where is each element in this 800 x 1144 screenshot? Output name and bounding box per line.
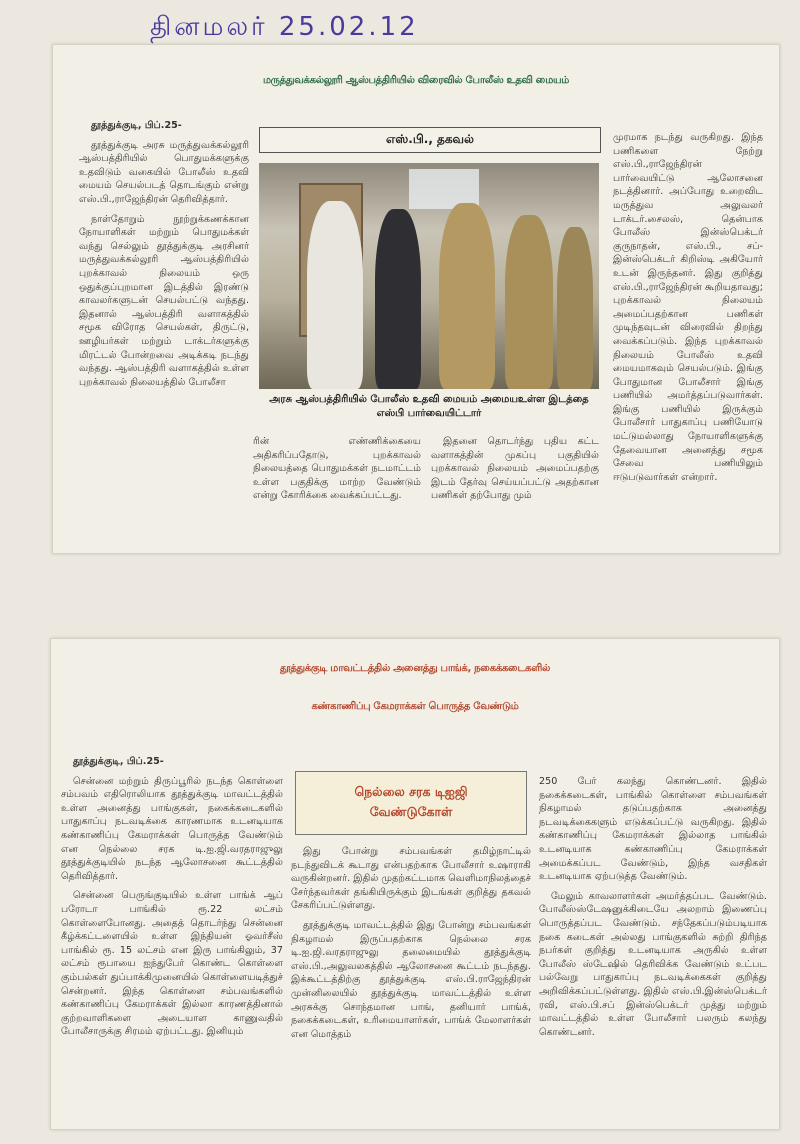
article-2-clipping: [50, 638, 780, 1130]
article-1-column-2: [253, 435, 421, 545]
article-1-paragraph: ரின் எண்ணிக்கையை அதிகரிப்பதோடு, புறக்காவல் நிலையத்தை பொதுமக்கள் நடமாட்டம் உள்ள பகுதிக்கு மாற்ற வேண்டும் என்று கோரிக்கை வைக்கப்பட்டது.: [253, 436, 421, 502]
article-1-paragraph: முரமாக நடந்து வருகிறது. இந்த பணிகளை நேற்று எஸ்.பி.,ராஜேந்திரன் பார்வையிட்டு ஆலோசனை நடத்தினார். அப்போது உறைவிட மருத்துவ அலுவலர் டாக்டர்.சைலஸ், தென்பாக போலீஸ் இன்ஸ்பெக்டர் குருநாதன், எஸ்.பி., சப்-இன்ஸ்பெக்டர் கிறிஸ்டி அகியோர் உடன் இருந்தனர். இது குறித்து எஸ்.பி.,ராஜேந்திரன் கூறியதாவது; புறக்காவல் நிலையம் அமைப்பதற்கான பணிகள் முடிந்தவுடன் விரைவில் திறந்து வைக்கப்படும். இந்த புறக்காவல் நிலையம் போலீஸ் உதவி மையமாகவும் செயல்படும். இங்கு போதுமான போலீசார் இங்கு பணியில் அமர்த்தப்படுவார்கள். இங்கு பணியில் இருக்கும் போலீசார் பாதுகாப்பு பணியோடு மட்டுமல்லாது நோயாளிகளுக்கு தேவையான அனைத்து சமூக சேவை பணியிலும் ஈடுபடுவார்கள் என்றார்.: [613, 132, 763, 483]
article-1-column-3: [431, 435, 599, 545]
article-2-paragraph: 250 பேர் கலந்து கொண்டனர். இதில் நகைக்கடைகள், பாங்கில் கொள்ளை சம்பவங்கள் நிகழாமல் தடுப்பதற்காக அனைத்து நடவடிக்கைகளும் எடுக்கப்பட்டு வருகிறது. இதில் கண்காணிப்பு கேமராக்கள் இல்லாத பாங்கில் உடனடியாக கண்காணிப்பு கேமராக்கள் அமைக்கப்பட வேண்டும், இந்த வசதிகள் உடனடியாக ஏற்படுத்த வேண்டும்.: [539, 776, 767, 883]
article-2-column-2: [291, 845, 531, 1125]
article-2-column-1: [61, 755, 283, 1123]
article-2-subhead-line-2: வேண்டுகோள்: [369, 804, 453, 819]
article-1-column-1: [79, 119, 249, 539]
article-2-paragraph: தூத்துக்குடி மாவட்டத்தில் இது போன்று சம்பவங்கள் நிகழாமல் இருப்பதற்காக நெல்லை சரக டி.ஐ.ஜி.வரதராஜுலு தலைமையில் தூத்துக்குடி எஸ்.பி.,அலுவலகத்தில் ஆலோசனை கூட்டம் நடந்தது. இக்கூட்டத்திற்கு தூத்துக்குடி எஸ்.பி.ராஜேந்திரன் முன்னிலையில் தூத்துக்குடி மாவட்டத்தில் உள்ள அரசுக்கு சொந்தமான பாங், தனியார் பாங்க், நகைக்கடைகள், உரிமையாளர்கள், பாங்க் மேலாளர்கள் என மொத்தம்: [291, 919, 531, 1040]
article-2-headline-line-2: கண்காணிப்பு கேமராக்கள் பொருத்த வேண்டும்: [311, 701, 519, 712]
article-2-dateline: தூத்துக்குடி, பிப்.25-: [73, 756, 164, 767]
article-2-subhead-box: [295, 771, 527, 835]
article-1-paragraph: நாள்தோறும் நூற்றுக்கணக்கான நோயாளிகள் மற்றும் பொதுமக்கள் வந்து செல்லும் தூத்துக்குடி அரசினர் மருத்துவக்கல்லூரி ஆஸ்பத்திரியில் புறக்காவல் நிலையம் ஒரு ஒதுக்குப்புறமான இடத்தில் இரண்டு காவலர்களுடன் செயல்பட்டு வந்தது. இதனால் ஆஸ்பத்திரி வளாகத்தில் சமூக விரோத செயல்கள், திருட்டு, ஊழியர்கள் மற்றும் டாக்டர்களுக்கு மிரட்டல் போன்றவை அடிக்கடி நடந்து வந்தது. ஆஸ்பத்திரி வளாகத்தில் உள்ள புறக்காவல் நிலையத்தில் போலீசா: [79, 213, 249, 388]
article-1-dateline: தூத்துக்குடி, பிப்.25-: [91, 120, 182, 131]
article-2-paragraph: இது போன்று சம்பவங்கள் தமிழ்நாட்டில் நடந்துவிடக் கூடாது என்பதற்காக போலீசார் உஷாராகி வருகின்றனர். இதில் முதற்கட்டமாக வெளிமாநிலத்தைச் சேர்ந்தவர்கள் தங்கியிருக்கும் இடங்கள் குறித்து தகவல் சேகரிப்பட்டுள்ளது.: [291, 846, 531, 912]
article-2-headline-line-1: தூத்துக்குடி மாவட்டத்தில் அனைத்து பாங்க், நகைக்கடைகளில்: [279, 663, 551, 674]
article-1-clipping: [52, 44, 780, 554]
article-1-photo-caption: அரசு ஆஸ்பத்திரியில் போலீஸ் உதவி மையம் அமையஉள்ள இடத்தை எஸ்பி பார்வையிட்டார்: [269, 394, 589, 419]
article-2-paragraph: மேலும் காவலாளர்கள் அமர்த்தப்பட வேண்டும். போலீஸ்ஸ்டேஷனுக்கிடையே அலறாம் இணைப்பு பொருத்தப்பட வேண்டும். சந்தேகப்படும்படியாக நகை கடைகள் அல்லது பாங்குகளில் சுற்றி திரிந்த நபர்கள் குறித்து உடனடியாக அருகில் உள்ள போலீஸ் ஸ்டேஷில் தெரிவிக்க வேண்டும் உட்பட பல்வேறு பாதுகாப்பு நடவடிக்கைகள் குறித்து அறிவிக்கப்பட்டுள்ளது. இதில் எஸ்.பி.இன்ஸ்பெக்டர் ரவி, எஸ்.பி.சப் இன்ஸ்பெக்டர் முத்து மற்றும் மாவட்டத்தில் உள்ள போலீசார் பலரும் கலந்து கொண்டனர்.: [539, 890, 767, 1038]
article-1-headline: மருத்துவக்கல்லூரி ஆஸ்பத்திரியில் விரைவில் போலீஸ் உதவி மையம்: [262, 75, 570, 86]
article-1-column-4: [613, 131, 763, 541]
article-1-subhead: எஸ்.பி., தகவல்: [259, 127, 601, 153]
article-1-paragraph: தூத்துக்குடி அரசு மருத்துவக்கல்லூரி ஆஸ்பத்திரியில் பொதுமக்களுக்கு உதவிடும் வகையில் போலீஸ் உதவி மையம் செயல்படத் தொடங்கும் என்று எஸ்.பி.,ராஜேந்திரன் தெரிவித்தார்.: [79, 139, 249, 205]
article-1-photo: [259, 163, 599, 389]
handwritten-header: தினமலர் 25.02.12: [150, 12, 419, 42]
article-2-column-3: [539, 775, 767, 1125]
article-2-paragraph: சென்னை மற்றும் திருப்பூரில் நடந்த கொள்ளை சம்பவம் எதிரொலியாக தூத்துக்குடி மாவட்டத்தில் உள்ள அனைத்து பாங்குகள், நகைக்கடைகளில் பாதுகாப்பு நடவடிக்கை காரணமாக உடனடியாக கண்காணிப்பு கேமராக்கள் பொருத்த வேண்டும் என நெல்லை சரக டி.ஐ.ஜி.வரதராஜுலு தூத்துக்குடியில் நடந்த ஆலோசனை கூட்டத்தில் தெரிவித்தார்.: [61, 775, 283, 882]
article-2-subhead-line-1: நெல்லை சரக டிஐஜி: [354, 784, 468, 799]
article-2-paragraph: சென்னை பெருங்குடியில் உள்ள பாங்க் ஆப் பரோடா பாங்கில் ரூ.22 லட்சம் கொள்ளைபோனது. அதைத் தொடர்ந்து சென்னை கீழ்க்கட்டளையில் உள்ள இந்தியன் ஓவர்சீஸ் பாங்கில் ரூ. 15 லட்சம் என இரு பாங்கிலும், 37 லட்சம் ரூபாயை ஐந்துபேர் கொண்ட கொள்ளை கும்பல்கள் துப்பாக்கிமுனையில் கொள்ளையடித்துச் சென்றனர். இந்த கொள்ளை சம்பவங்களில் கண்காணிப்பு கேமராக்கள் இல்லா காரணத்தினால் குற்றவாளிகளை அடையாள காணுவதில் போலீசாருக்கு சிரமம் ஏற்பட்டது. இனியும்: [61, 890, 283, 1038]
article-1-paragraph: இதனை தொடர்ந்து புதிய கட்ட வளாகத்தின் முகப்பு பகுதியில் புறக்காவல் நிலையம் அமைப்பதற்கு இடம் தேர்வு செய்யப்பட்டு அதற்கான பணிகள் தற்போது மும்: [431, 436, 599, 502]
